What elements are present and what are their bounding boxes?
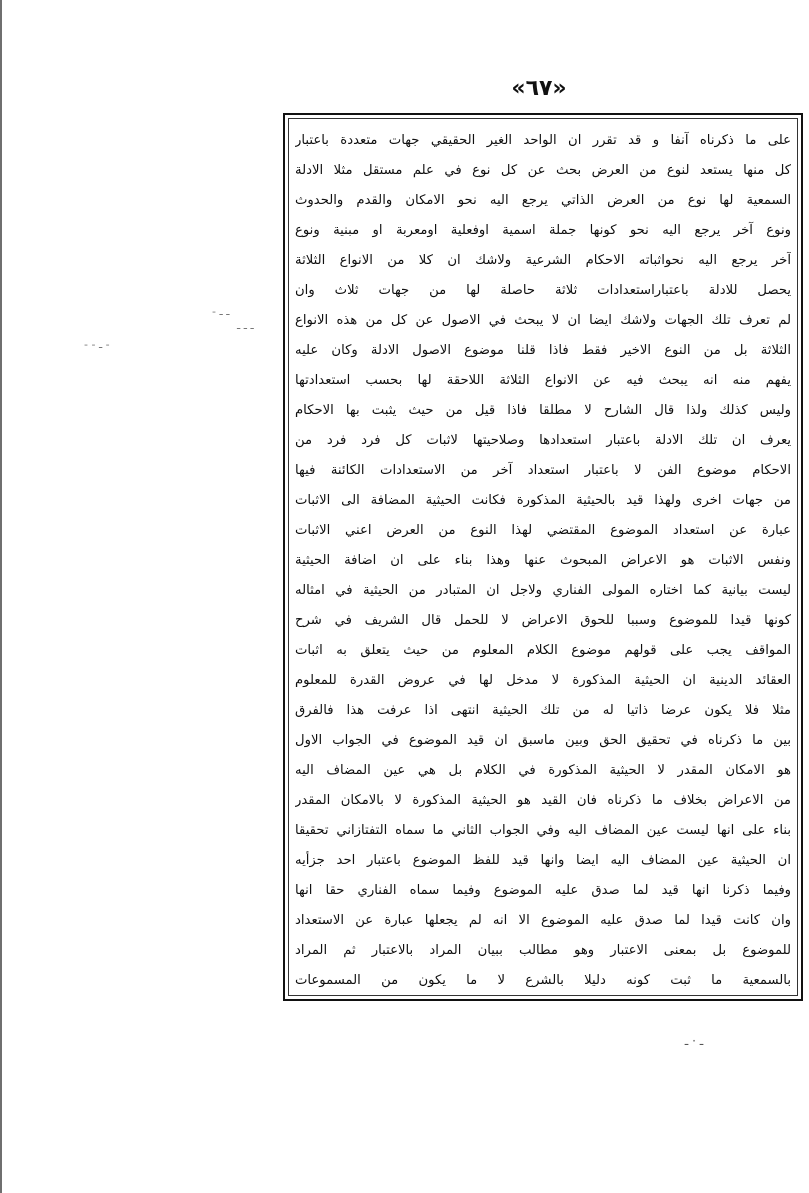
margin-mark: - ـ ـ bbox=[212, 305, 230, 318]
text-line: بناء على انها ليست عين المضاف اليه وفي الجواب الثاني ما سماه التفتازاني تحقيقا bbox=[295, 823, 791, 838]
page-edge bbox=[0, 0, 2, 1193]
text-line: يعرف ان تلك الادلة باعتبار استعدادها وصلاحيتها لاثبات كل فرد فرد من bbox=[295, 433, 791, 448]
text-line: عبارة عن استعداد الموضوع المقتضي لهذا النوع من العرض اعني الاثبات bbox=[295, 523, 791, 538]
text-line: ونوع آخر يرجع اليه نحو كونها جملة اسمية اوفعلية اومعربة او مبنية ونوع bbox=[295, 223, 791, 238]
text-line: بالسمعية ما ثبت كونه دليلا بالشرع لا ما يكون من المسموعات bbox=[295, 973, 791, 988]
text-line: وفيما ذكرنا انها قيد لما صدق عليه الموضوع وفيما سماه الفناري حقا انها bbox=[295, 883, 791, 898]
margin-mark: - - ـ - bbox=[84, 338, 110, 351]
text-line: السمعية لها نوع من العرض الذاتي يرجع اليه نحو الامكان والقدم والحدوث bbox=[295, 193, 791, 208]
text-line: العقائد الدينية ان الحيثية المذكورة لا مدخل لها في عروض القدرة للمعلوم bbox=[295, 673, 791, 688]
text-line: يفهم منه انه يبحث فيه عن الانواع الثلاثة اللاحقة لها بحسب استعدادتها bbox=[295, 373, 791, 388]
text-frame bbox=[283, 113, 803, 1001]
text-line: لم تعرف تلك الجهات ولاشك ايضا ان لا يبحث في الاصول عن كل من هذه الانواع bbox=[295, 313, 791, 328]
footer-mark: ـ · ـ bbox=[684, 1034, 704, 1048]
text-line: للموضوع بل بمعنى الاعتبار وهو مطالب ببيان المراد بالاعتبار ثم المراد bbox=[295, 943, 791, 958]
text-line: من الاعراض بخلاف ما ذكرناه فان القيد هو الحيثية المذكورة لا بالامكان المقدر bbox=[295, 793, 791, 808]
text-line: مثلا فلا يكون عرضا ذاتيا له من تلك الحيثية انتهى اذا عرفت هذا فالفرق bbox=[295, 703, 791, 718]
text-line: ونفس الاثبات هو الاعراض المبحوث عنها وهذا بناء على ان اضافة الحيثية bbox=[295, 553, 791, 568]
page-number-text: «٦٧» bbox=[511, 75, 567, 101]
text-line: ان الحيثية عين المضاف اليه ايضا وانها قيد للفظ الموضوع باعتبار احد جزأيه bbox=[295, 853, 791, 868]
text-line: وان كانت قيدا لما صدق عليه الموضوع الا انه لم يجعلها عبارة عن الاستعداد bbox=[295, 913, 791, 928]
text-line: ليست بيانية كما اختاره المولى الفناري ولاجل ان المتبادر من الحيثية في امثاله bbox=[295, 583, 791, 598]
margin-mark: ـ ـ ـ bbox=[237, 319, 254, 332]
text-line: يحصل للادلة باعتباراستعدادات ثلاثة حاصلة لها من جهات ثلاث وان bbox=[295, 283, 791, 298]
text-line: هو الامكان المقدر لا الحيثية المذكورة في الكلام بل هي عين المضاف اليه bbox=[295, 763, 791, 778]
text-line: آخر يرجع اليه نحواثباته الاحكام الشرعية ولاشك ان كلا من الانواع الثلاثة bbox=[295, 253, 791, 268]
page-number bbox=[505, 70, 573, 106]
text-line: المواقف يجب على قولهم موضوع الكلام المعلوم من حيث يتعلق به اثبات bbox=[295, 643, 791, 658]
text-line: كل منها يستعد لنوع من العرض بحث عن كل نوع في علم مستقل مثلا الادلة bbox=[295, 163, 791, 178]
text-line: بين ما ذكرناه في تحقيق الحق وبين ماسبق ان قيد الموضوع في الجواب الاول bbox=[295, 733, 791, 748]
text-line: الثلاثة بل من النوع الاخير فقط فاذا قلنا موضوع الاصول الادلة وكان عليه bbox=[295, 343, 791, 358]
text-line: على ما ذكرناه آنفا و قد تقرر ان الواحد الغير الحقيقي جهات متعددة باعتبار bbox=[295, 133, 791, 148]
text-line: وليس كذلك ولذا قال الشارح لا مطلقا فاذا قيل من حيث يثبت بها الاحكام bbox=[295, 403, 791, 418]
text-line: الاحكام موضوع الفن لا باعتبار استعداد آخر من الاستعدادات الكائنة فيها bbox=[295, 463, 791, 478]
text-line: من جهات اخرى ولهذا قيد بالحيثية المذكورة فكانت الحيثية المضافة الى الاثبات bbox=[295, 493, 791, 508]
text-line: كونها قيدا للموضوع وسببا للحوق الاعراض لا للحمل قال الشريف في شرح bbox=[295, 613, 791, 628]
